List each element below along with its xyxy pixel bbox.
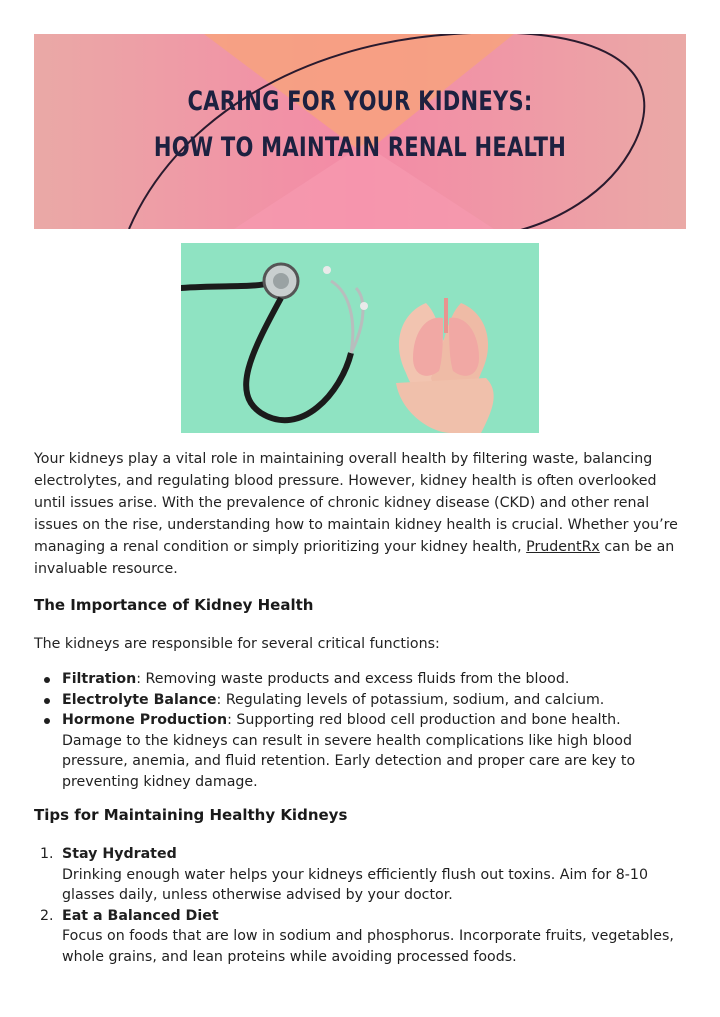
intro-text: Your kidneys play a vital role in maintaining overall health by filtering waste, balancing electrolytes, and regulating blood pressure. However, kidney health is often overlooked until issues arise. With the prevalence of chronic kidney disease (CKD) and other renal issues on the rise, understanding how to maintain kidney health is crucial. Whether you’re managing a renal condition or simply prioritizing your kidney health, [34,451,678,555]
list-item [34,669,690,690]
list-item-term: Hormone Production [62,712,228,728]
tip-number: 2. [40,907,54,924]
stethoscope-lungs-image [181,243,539,433]
list-item-text: : Supporting red blood cell production and bone health. [227,712,621,728]
tip-number: 1. [40,846,54,862]
banner-title-line-1: CARING FOR YOUR KIDNEYS: [187,86,533,117]
banner-title-line-2: HOW TO MAINTAIN RENAL HEALTH [153,132,567,163]
list-item-text: : Regulating levels of potassium, sodium, and calcium. [216,691,605,708]
list-followup-text: Damage to the kidneys can result in severe health complications like high blood pressure, anemia, and fluid retention. Early detection and proper care are key to preventing kidney damage. [62,732,636,790]
tip-title: Eat a Balanced Diet [62,907,219,924]
list-item-term: Filtration [62,671,137,687]
section-lead-text: The kidneys are responsible for several critical functions: [34,636,440,652]
tip-item [34,844,690,906]
list-item [34,710,690,792]
functions-list [34,669,690,792]
list-item-text: : Removing waste products and excess fluids from the blood. [136,671,570,687]
intro-paragraph [34,448,690,580]
illustration-photo [181,243,539,433]
tip-title: Stay Hydrated [62,846,177,862]
bullet-icon [44,698,50,704]
section-heading-importance: The Importance of Kidney Health [34,596,314,614]
section-heading-tips: Tips for Maintaining Healthy Kidneys [34,806,348,824]
header-banner [34,34,686,229]
intro-text-end: can be an invaluable resource. [34,539,675,577]
list-item-term: Electrolyte Balance [62,691,217,708]
prudentrx-link[interactable]: PrudentRx [526,539,600,555]
bullet-icon [44,677,50,683]
tips-list [34,844,690,967]
tip-text: Focus on foods that are low in sodium and phosphorus. Incorporate fruits, vegetables, whole grains, and lean proteins while avoiding processed foods. [62,928,674,965]
bullet-icon [44,718,50,724]
tip-text: Drinking enough water helps your kidneys efficiently flush out toxins. Aim for 8-10 glasses daily, unless otherwise advised by your doctor. [62,866,648,903]
tip-item [34,906,690,968]
list-item [34,690,690,711]
